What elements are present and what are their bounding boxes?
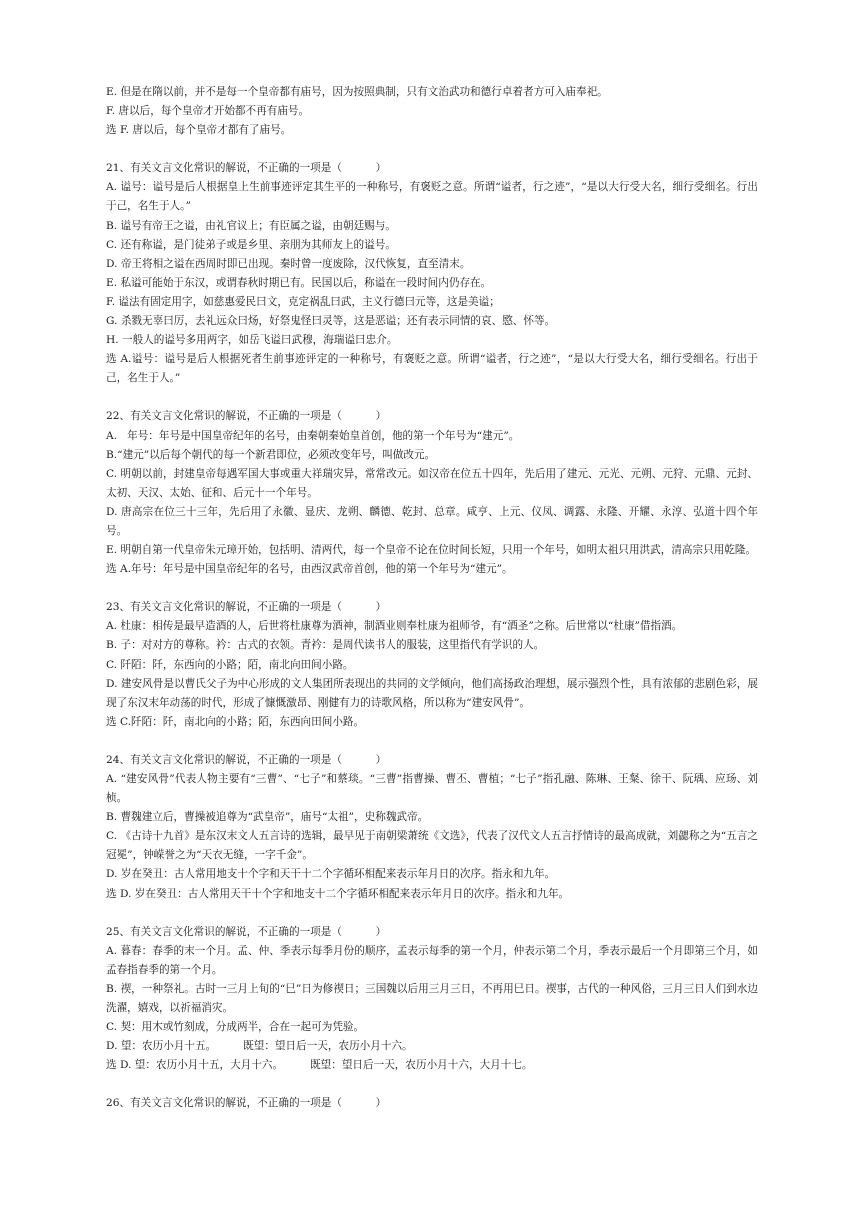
question-title: 24、有关文言文化常识的解说，不正确的一项是（ ） [106, 753, 387, 766]
option-c: C. 契：用木或竹刻成，分成两半，合在一起可为凭验。 [106, 1021, 365, 1034]
option-d: D. 帝王将相之谥在西周时即已出现。秦时曾一度废除，汉代恢复，直至清末。 [106, 257, 471, 270]
option-c: C. 明朝以前，封建皇帝每遇军国大事或重大祥瑞灾异，常常改元。如汉帝在位五十四年，先后用了建元、元光、元朔、元狩、元鼎、元封、太初、天汉、太始、征和、后元十一个年号。 [106, 467, 758, 499]
option-c: C. 阡陌：阡，东西向的小路；陌，南北向田间小路。 [106, 658, 354, 671]
option-d: D. 建安风骨是以曹氏父子为中心形成的文人集团所表现出的共同的文学倾向，他们高扬政治理想，展示强烈个性，具有浓郁的悲剧色彩，展现了东汉末年动荡的时代，形成了慷慨激昂、刚健有力的诗歌风格，所以称为“建安风骨”。 [106, 677, 758, 709]
text-line: E. 但是在隋以前，并不是每一个皇帝都有庙号，因为按照典制，只有文治武功和德行卓着者方可入庙奉祀。 [106, 86, 608, 98]
option-a: A. 暮春：春季的末一个月。孟、仲、季表示每季月份的顺序，孟表示每季的第一个月，仲表示第二个月，季表示最后一个月即第三个月，如孟春指春季的第一个月。 [106, 944, 758, 976]
option-b: B.“建元”以后每个朝代的每一个新君即位，必须改变年号，叫做改元。 [106, 448, 436, 461]
question-title: 26、有关文言文化常识的解说，不正确的一项是（ ） [106, 1097, 387, 1110]
option-a: A. “建安风骨”代表人物主要有“三曹”、“七子”和蔡琰。“三曹”指曹操、曹丕、曹植；“七子”指孔融、陈琳、王粲、徐干、阮瑀、应玚、刘桢。 [106, 773, 758, 805]
question-title: 22、有关文言文化常识的解说，不正确的一项是（ ） [106, 410, 387, 423]
answer-line: 选 D. 岁在癸丑：古人常用天干十个字和地支十二个字循环相配来表示年月日的次序。指永和九年。 [106, 887, 570, 900]
question-21 [106, 159, 758, 388]
option-d: D. 岁在癸丑：古人常用地支十个字和天干十二个字循环相配来表示年月日的次序。指永和九年。 [106, 868, 556, 881]
option-d: D. 唐高宗在位三十三年，先后用了永徽、显庆、龙朔、麟德、乾封、总章。咸亨、上元、仪凤、调露、永隆、开耀、永淳、弘道十四个年号。 [106, 505, 758, 537]
question-title: 25、有关文言文化常识的解说，不正确的一项是（ ） [106, 925, 387, 938]
option-b: B. 曹魏建立后，曹操被追尊为“武皇帝”，庙号“太祖”，史称魏武帝。 [106, 811, 429, 824]
answer-line: 选 A.谥号：谥号是后人根据死者生前事迹评定的一种称号，有褒贬之意。所谓“谥者，行之迹”，“是以大行受大名，细行受细名。行出于己，名生于人。” [106, 353, 758, 385]
option-e: E. 私谥可能始于东汉，或谓春秋时期已有。民国以后，称谥在一段时间内仍存在。 [106, 276, 492, 289]
question-23 [106, 598, 758, 732]
question-25 [106, 923, 758, 1076]
question-26 [106, 1094, 758, 1113]
intro-section [106, 83, 758, 140]
question-title: 23、有关文言文化常识的解说，不正确的一项是（ ） [106, 601, 387, 614]
option-a: A. 杜康：相传是最早造酒的人，后世将杜康尊为酒神，制酒业则奉杜康为祖师爷，有“酒圣”之称。后世常以“杜康”借指酒。 [106, 620, 683, 633]
question-22 [106, 407, 758, 579]
option-a: A. 谥号：谥号是后人根据皇上生前事迹评定其生平的一种称号，有褒贬之意。所谓“谥者，行之迹”，“是以大行受大名，细行受细名。行出于己，名生于人。” [106, 181, 758, 213]
option-a: A. 年号：年号是中国皇帝纪年的名号，由秦朝秦始皇首创，他的第一个年号为“建元”。 [106, 429, 520, 442]
answer-line: 选 C.阡陌：阡，南北向的小路；陌，东西向田间小路。 [106, 715, 365, 728]
option-g: G. 杀戮无辜曰厉，去礼远众曰炀，好祭鬼怪曰灵等，这是恶谥；还有表示同情的哀、愍、怀等。 [106, 315, 556, 328]
option-b: B. 禊，一种祭礼。古时一三月上旬的“巳”日为修禊日；三国魏以后用三月三日，不再用巳日。禊事，古代的一种风俗，三月三日人们到水边洗濯，嬉戏，以祈福消灾。 [106, 982, 758, 1015]
question-24 [106, 751, 758, 904]
answer-line: 选 F. 唐以后，每个皇帝才都有了庙号。 [106, 124, 292, 137]
text-line: F. 唐以后，每个皇帝才开始都不再有庙号。 [106, 105, 310, 118]
option-c: C. 《古诗十九首》是东汉末文人五言诗的选辑，最早见于南朝梁萧统《文选》，代表了汉代文人五言抒情诗的最高成就，刘勰称之为“五言之冠冕”，钟嵘誉之为“天衣无缝，一字千金”。 [106, 830, 758, 862]
question-title: 21、有关文言文化常识的解说，不正确的一项是（ ） [106, 162, 387, 175]
answer-line: 选 A.年号：年号是中国皇帝纪年的名号，由西汉武帝首创，他的第一个年号为“建元”。 [106, 563, 513, 576]
document-page [106, 83, 758, 1133]
option-d: D. 望：农历小月十五。 既望：望日后一天，农历小月十六。 [106, 1040, 413, 1053]
option-b: B. 谥号有帝王之谥，由礼官议上；有臣属之谥，由朝廷赐与。 [106, 219, 396, 232]
option-h: H. 一般人的谥号多用两字，如岳飞谥曰武穆，海瑞谥曰忠介。 [106, 334, 398, 347]
option-f: F. 谥法有固定用字，如慈惠爱民曰文，克定祸乱曰武，主义行德曰元等，这是美谥； [106, 295, 500, 308]
option-b: B. 子：对对方的尊称。衿：古式的衣领。青衿：是周代读书人的服装，这里指代有学识的人。 [106, 639, 545, 652]
option-c: C. 还有称谥，是门徒弟子或是乡里、亲朋为其师友上的谥号。 [106, 238, 396, 251]
option-e: E. 明朝自第一代皇帝朱元璋开始，包括明、清两代，每一个皇帝不论在位时间长短，只用一个年号，如明太祖只用洪武，清高宗只用乾隆。 [106, 544, 757, 557]
answer-line: 选 D. 望：农历小月十五，大月十六。 既望：望日后一天，农历小月十六，大月十七。 [106, 1059, 533, 1072]
